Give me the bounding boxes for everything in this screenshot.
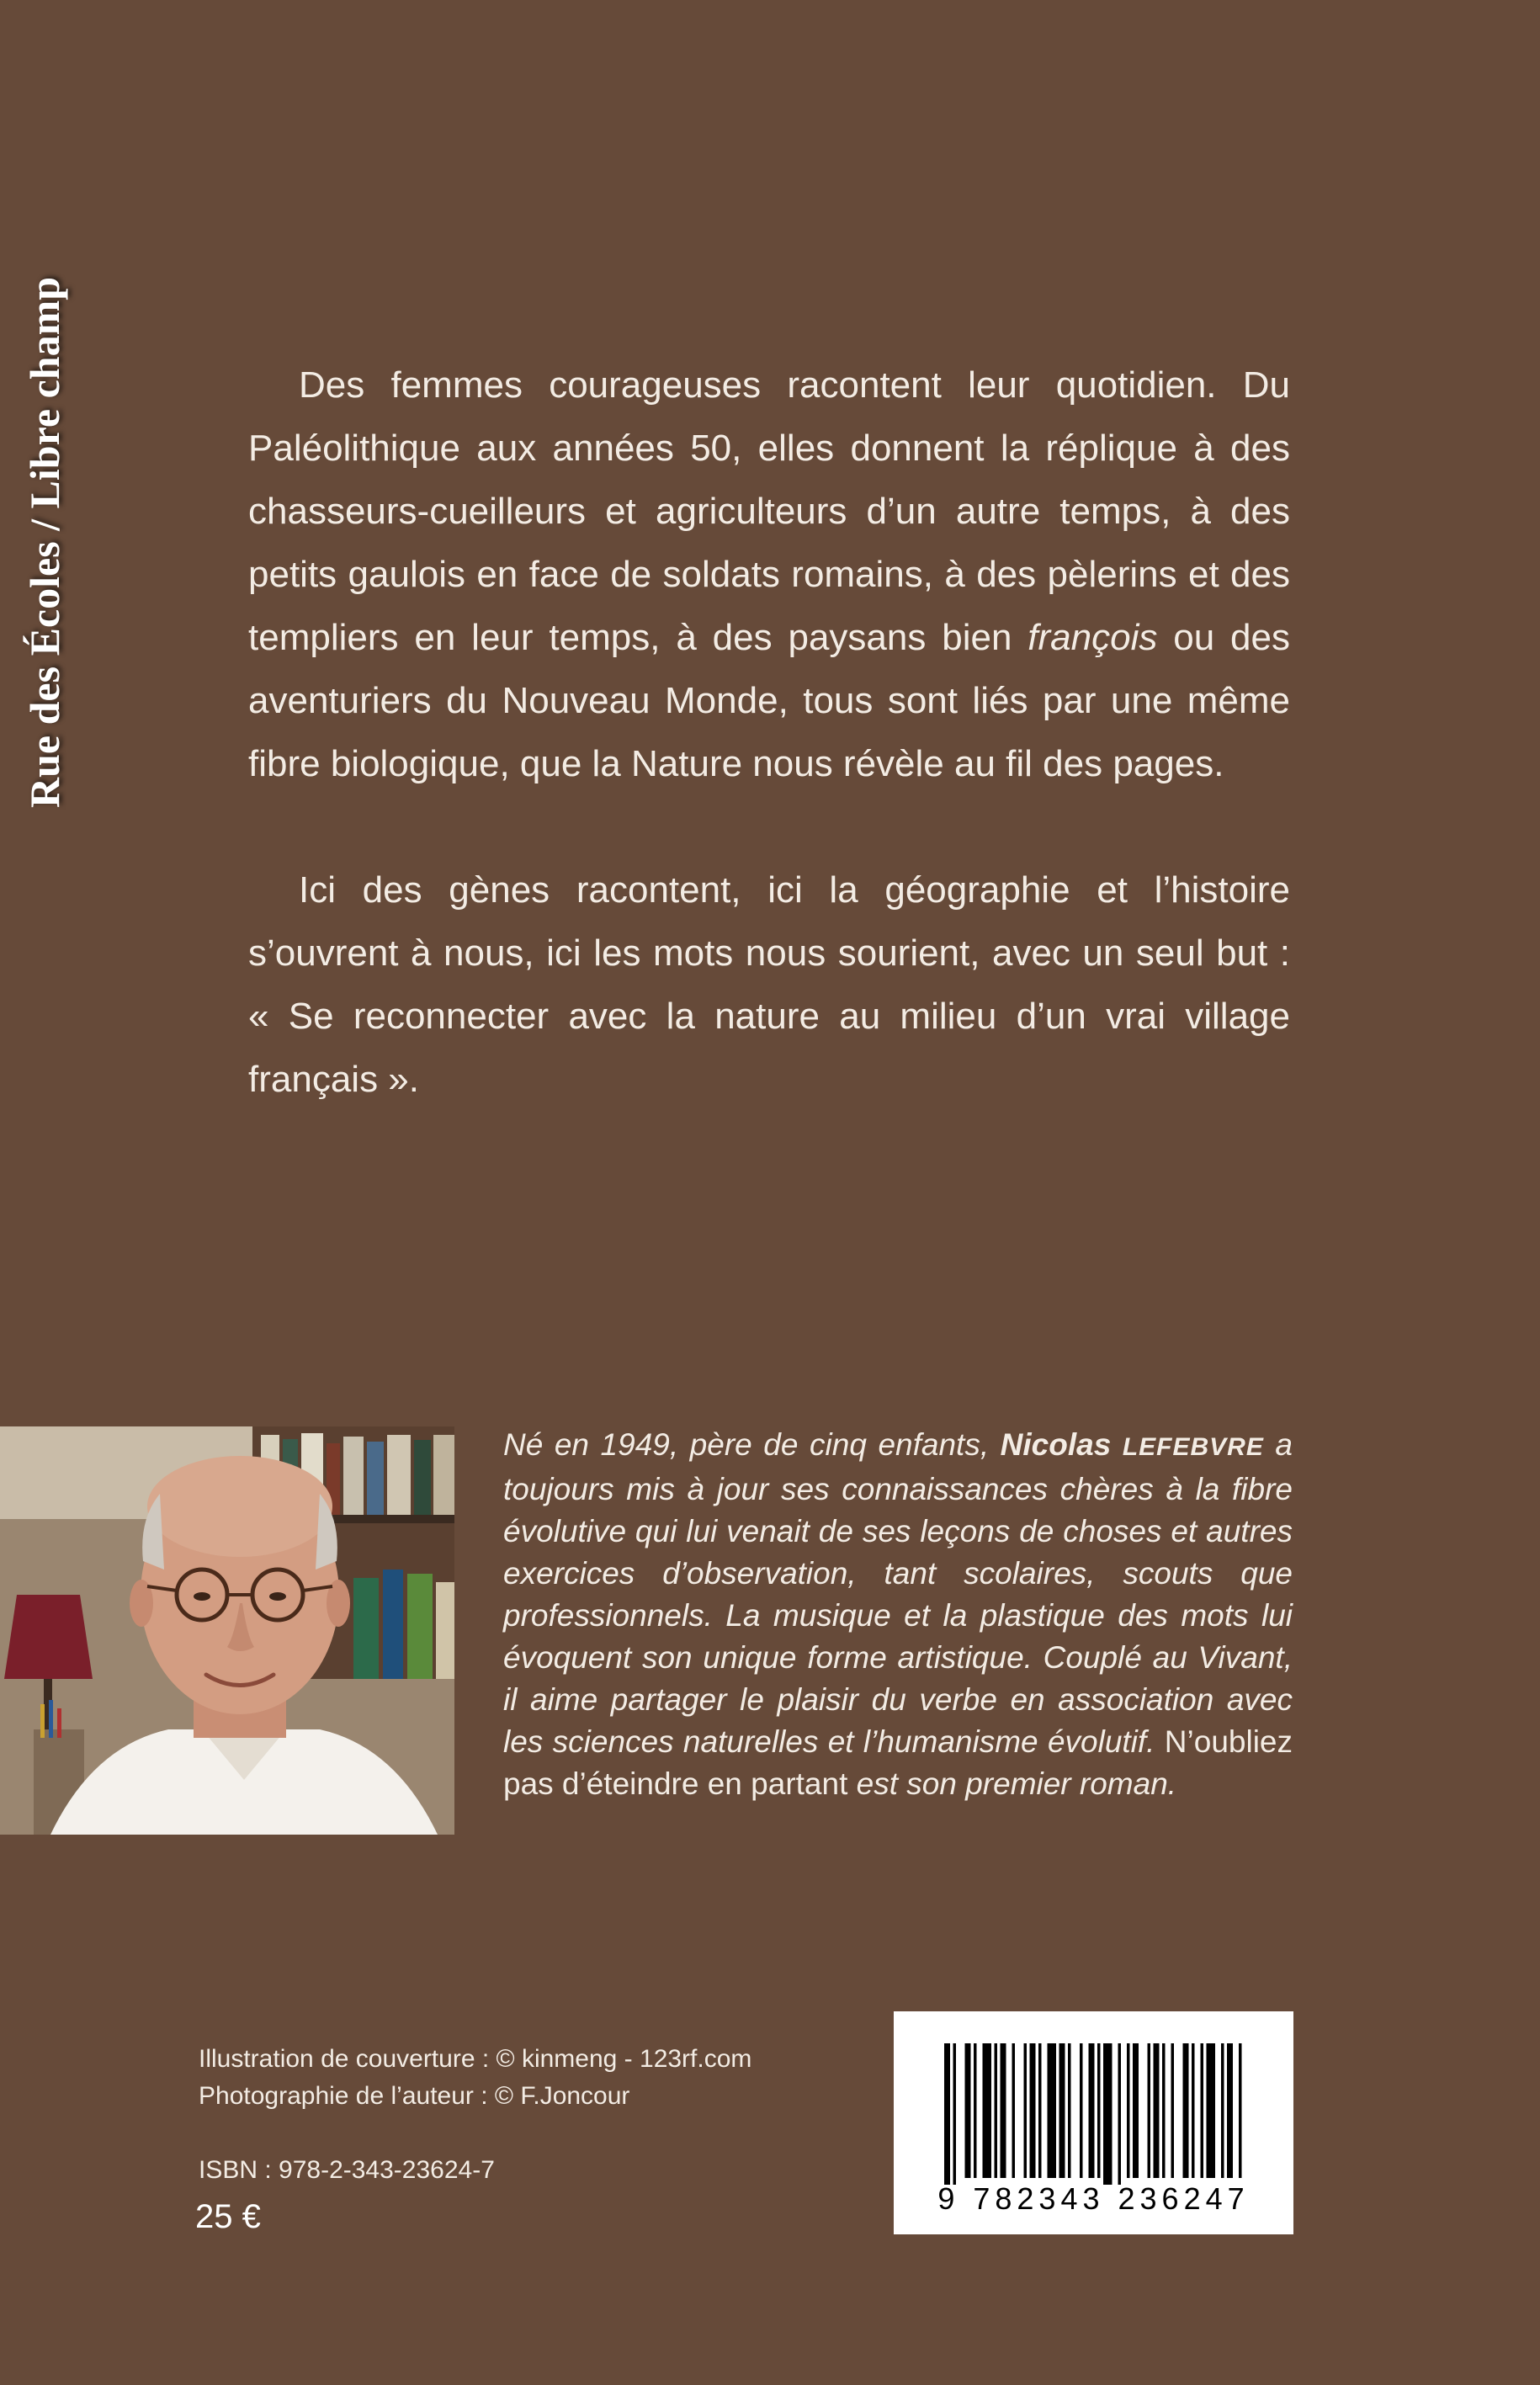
credits: [199, 2041, 751, 2115]
book-title: N’oubliez pas d’éteindre en partant: [503, 1724, 1293, 1801]
author-first-name: Nicolas: [1000, 1427, 1123, 1462]
barcode: [894, 2011, 1293, 2234]
barcode-bar: [1239, 2043, 1242, 2178]
barcode-bar: [1030, 2043, 1036, 2178]
price: 25 €: [195, 2198, 261, 2235]
barcode-bar: [995, 2043, 998, 2178]
barcode-bar: [1089, 2043, 1095, 2178]
isbn: ISBN : 978-2-343-23624-7: [199, 2156, 495, 2184]
barcode-bar: [1207, 2043, 1216, 2178]
blurb: [248, 353, 1290, 1111]
barcode-bar: [1148, 2043, 1151, 2178]
author-last-name: LEFEBVRE: [1122, 1433, 1264, 1461]
blurb-p1-italic: françois: [1028, 617, 1158, 658]
blurb-paragraph-2: Ici des gènes racontent, ici la géographie et l’histoire s’ouvrent à nous, ici les mots nous sourient, avec un seul but : « Se reconnecter avec la nature au milieu d’un vrai village français ».: [248, 869, 1290, 1100]
barcode-bar: [1221, 2043, 1224, 2178]
author-photo: [0, 1426, 454, 1835]
barcode-bar: [1012, 2043, 1016, 2178]
barcode-bar: [953, 2043, 957, 2185]
cover-illustration-credit: Illustration de couverture : © kinmeng - 123rf.com: [199, 2045, 752, 2073]
author-name: [1001, 1427, 1264, 1462]
barcode-bar: [1227, 2043, 1233, 2178]
author-bio: [503, 1424, 1293, 1805]
blurb-p1-text-b: ou des aventuriers du Nouveau Monde, tous sont liés par une même fibre biologique, que la Nature nous révèle au fil des pages.: [248, 617, 1290, 784]
barcode-bar: [1162, 2043, 1166, 2178]
barcode-bar: [1038, 2043, 1042, 2178]
barcode-bar: [1024, 2043, 1028, 2178]
barcode-bar: [1048, 2043, 1057, 2178]
barcode-bar: [1001, 2043, 1006, 2178]
barcode-bar: [1059, 2043, 1065, 2178]
barcode-bar: [974, 2043, 977, 2178]
barcode-bar: [1171, 2043, 1175, 2178]
bio-intro: Né en 1949, père de cinq enfants,: [503, 1427, 1001, 1462]
barcode-bar: [1097, 2043, 1101, 2178]
blurb-paragraph-1: [248, 353, 1290, 795]
barcode-bar: [983, 2043, 992, 2178]
blurb-p1-text-a: Des femmes courageuses racontent leur quotidien. Du Paléolithique aux années 50, elles donnent la réplique à des chasseurs-cueilleurs et agriculteurs d’un autre temps, à des petits gaulois en face de soldats romains, à des pèlerins et des templiers en leur temps, à des paysans bien: [248, 364, 1290, 658]
barcode-bar: [1201, 2043, 1204, 2178]
barcode-digits: 9 782343 236247: [937, 2181, 1250, 2216]
barcode-bar: [1154, 2043, 1160, 2178]
spine-collection-title: Rue des Écoles / Libre champ: [21, 276, 68, 808]
barcode-bar: [1068, 2043, 1071, 2178]
barcode-bar: [1127, 2043, 1130, 2178]
barcode-bar: [1133, 2043, 1139, 2178]
barcode-bar: [1118, 2043, 1122, 2185]
barcode-bar: [1103, 2043, 1113, 2185]
barcode-bar: [1192, 2043, 1195, 2178]
barcode-bar: [965, 2043, 971, 2178]
barcode-bar: [944, 2043, 950, 2185]
bio-ending: est son premier roman.: [847, 1766, 1177, 1801]
barcode-bar: [1080, 2043, 1083, 2178]
author-photo-credit: Photographie de l’auteur : © F.Joncour: [199, 2082, 630, 2110]
barcode-bar: [1183, 2043, 1189, 2178]
bio-body: a toujours mis à jour ses connaissances chères à la fibre évolutive qui lui venait de ses leçons de choses et autres exercices d’observation, tant scolaires, scouts que professionnels. La musique et la plastique des mots lui évoquent son unique forme artistique. Couplé au Vivant, il aime partager le plaisir du verbe en association avec les sciences naturelles et l’humanisme évolutif.: [503, 1427, 1293, 1759]
